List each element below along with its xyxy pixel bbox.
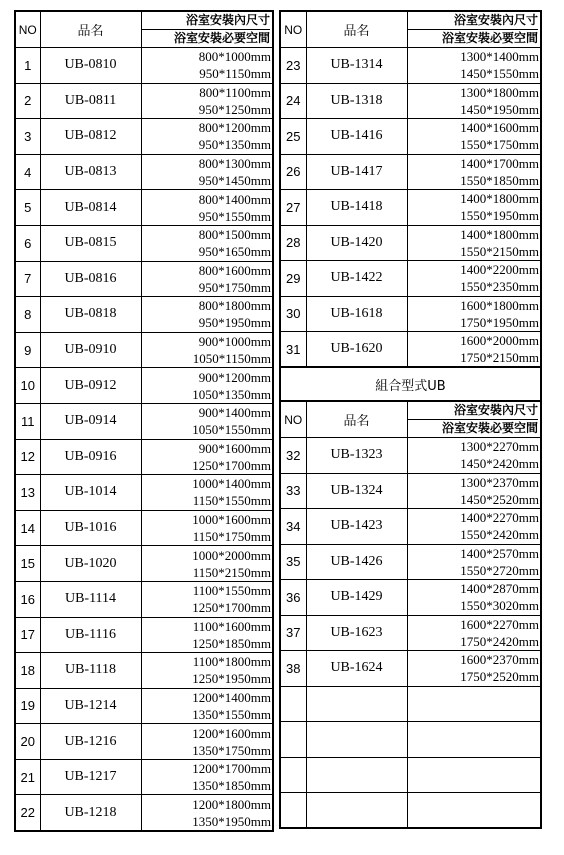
row-name: UB-1323 — [306, 438, 407, 474]
row-size — [141, 581, 273, 617]
table-row — [15, 83, 273, 119]
empty-cell — [306, 757, 407, 793]
row-size — [407, 473, 541, 509]
row-size-space: 950*1350mm — [198, 137, 271, 153]
row-size-space: 1450*2420mm — [460, 456, 539, 472]
row-no: 16 — [15, 581, 40, 617]
row-size — [141, 795, 273, 831]
row-size-inner: 1600*2270mm — [460, 616, 539, 632]
row-name: UB-0810 — [40, 48, 141, 84]
row-size-space: 1550*2350mm — [460, 279, 539, 295]
row-size-inner: 1400*1800mm — [460, 191, 539, 207]
row-no: 5 — [15, 190, 40, 226]
row-no: 38 — [280, 651, 306, 687]
row-name: UB-0813 — [40, 154, 141, 190]
row-size-space: 1450*1550mm — [460, 66, 539, 82]
row-size-inner: 1400*2870mm — [460, 581, 539, 597]
row-name: UB-1318 — [306, 83, 407, 119]
table-row — [15, 403, 273, 439]
row-size-space: 950*1950mm — [198, 315, 271, 331]
table-body-right — [280, 48, 541, 368]
row-size — [407, 296, 541, 332]
row-no: 13 — [15, 475, 40, 511]
row-name: UB-1623 — [306, 615, 407, 651]
table-row — [280, 332, 541, 368]
table-row — [15, 653, 273, 689]
row-size-inner: 800*1200mm — [198, 120, 271, 136]
row-name: UB-1618 — [306, 296, 407, 332]
row-size — [407, 225, 541, 261]
row-size-space: 1450*1950mm — [460, 101, 539, 117]
section-title-row — [280, 367, 541, 401]
row-no: 22 — [15, 795, 40, 831]
row-size-inner: 1200*1700mm — [192, 761, 271, 777]
header-no-2: NO — [280, 401, 306, 438]
header-row-2 — [280, 401, 541, 438]
row-name: UB-1114 — [40, 581, 141, 617]
row-size-space: 1550*1750mm — [460, 137, 539, 153]
row-size — [407, 438, 541, 474]
row-no: 34 — [280, 509, 306, 545]
row-size-space: 950*1750mm — [198, 279, 271, 295]
row-no: 28 — [280, 225, 306, 261]
row-size — [141, 48, 273, 84]
header-size-inner: 浴室安裝內尺寸 — [185, 13, 270, 27]
row-no: 21 — [15, 759, 40, 795]
row-size — [141, 297, 273, 333]
table-row — [15, 688, 273, 724]
empty-row — [280, 793, 541, 829]
row-size-inner: 1400*1800mm — [460, 226, 539, 242]
table-row — [15, 48, 273, 84]
section-title-body — [280, 367, 541, 438]
row-size-inner: 800*1400mm — [198, 191, 271, 207]
row-size-space: 1350*1550mm — [192, 706, 271, 722]
row-size — [407, 651, 541, 687]
size-table-left — [14, 10, 274, 832]
table-row — [15, 546, 273, 582]
row-size-space: 1450*2520mm — [460, 491, 539, 507]
row-size — [407, 544, 541, 580]
empty-cell — [407, 722, 541, 758]
row-name: UB-0816 — [40, 261, 141, 297]
row-size-space: 1350*1750mm — [192, 742, 271, 758]
section-title: 組合型式UB — [280, 367, 541, 401]
row-size-inner: 1600*2370mm — [460, 652, 539, 668]
row-size-space: 1550*1950mm — [460, 208, 539, 224]
header-size-inner-2: 浴室安裝內尺寸 — [453, 403, 538, 417]
row-name: UB-1429 — [306, 580, 407, 616]
empty-cell — [306, 722, 407, 758]
row-no: 17 — [15, 617, 40, 653]
table-row — [15, 225, 273, 261]
row-name: UB-0910 — [40, 332, 141, 368]
row-size-inner: 1200*1800mm — [192, 796, 271, 812]
row-name: UB-0912 — [40, 368, 141, 404]
row-size-space: 1150*1550mm — [192, 493, 271, 509]
row-size-inner: 800*1500mm — [198, 227, 271, 243]
row-name: UB-1420 — [306, 225, 407, 261]
row-size-inner: 1100*1550mm — [192, 583, 271, 599]
row-name: UB-1314 — [306, 48, 407, 84]
row-size-inner: 1200*1600mm — [192, 725, 271, 741]
table-row — [280, 154, 541, 190]
row-size-inner: 1600*2000mm — [460, 333, 539, 348]
row-size-space: 1350*1950mm — [192, 813, 271, 829]
row-size-space: 1050*1550mm — [192, 422, 271, 438]
row-size — [141, 119, 273, 155]
row-name: UB-1014 — [40, 475, 141, 511]
row-size-inner: 1400*2270mm — [460, 510, 539, 526]
empty-cell — [407, 757, 541, 793]
row-no: 12 — [15, 439, 40, 475]
row-size-space: 950*1450mm — [198, 173, 271, 189]
empty-row — [280, 686, 541, 722]
empty-cell — [407, 793, 541, 829]
row-no: 9 — [15, 332, 40, 368]
row-size — [141, 724, 273, 760]
row-size — [407, 261, 541, 297]
row-size — [141, 332, 273, 368]
row-size — [141, 439, 273, 475]
row-size-inner: 900*1600mm — [198, 440, 271, 456]
row-no: 3 — [15, 119, 40, 155]
size-table-right — [279, 10, 542, 829]
table-row — [15, 190, 273, 226]
header-name-2: 品名 — [306, 401, 407, 438]
header-size-space-2: 浴室安裝必要空間 — [408, 419, 539, 437]
row-size — [141, 190, 273, 226]
row-no: 31 — [280, 332, 306, 368]
row-name: UB-0916 — [40, 439, 141, 475]
row-size-space: 1750*2150mm — [460, 350, 539, 365]
row-no: 15 — [15, 546, 40, 582]
row-no: 11 — [15, 403, 40, 439]
row-name: UB-0815 — [40, 225, 141, 261]
empty-row — [280, 722, 541, 758]
table-row — [15, 724, 273, 760]
row-size-inner: 1200*1400mm — [192, 689, 271, 705]
empty-cell — [407, 686, 541, 722]
row-size-space: 1050*1350mm — [192, 386, 271, 402]
table-row — [280, 48, 541, 84]
row-size — [407, 83, 541, 119]
row-size-space: 1050*1150mm — [192, 351, 271, 367]
empty-cell — [306, 686, 407, 722]
header-size-2 — [407, 401, 541, 438]
header-size-inner: 浴室安裝內尺寸 — [453, 13, 538, 27]
row-size — [141, 83, 273, 119]
table-row — [280, 261, 541, 297]
row-size-inner: 1300*2270mm — [460, 439, 539, 455]
row-no: 19 — [15, 688, 40, 724]
row-no: 2 — [15, 83, 40, 119]
table-row — [15, 510, 273, 546]
row-name: UB-0811 — [40, 83, 141, 119]
table-row — [280, 225, 541, 261]
empty-cell — [280, 686, 306, 722]
row-no: 24 — [280, 83, 306, 119]
row-size-space: 950*1550mm — [198, 208, 271, 224]
row-size-space: 950*1650mm — [198, 244, 271, 260]
empty-cell — [280, 722, 306, 758]
row-name: UB-1218 — [40, 795, 141, 831]
row-size — [141, 617, 273, 653]
table-row — [280, 83, 541, 119]
row-size-inner: 1100*1600mm — [192, 618, 271, 634]
row-name: UB-1416 — [306, 119, 407, 155]
row-size-inner: 1400*2570mm — [460, 545, 539, 561]
row-size — [141, 225, 273, 261]
row-size — [407, 119, 541, 155]
header-size — [407, 11, 541, 48]
row-name: UB-1116 — [40, 617, 141, 653]
row-name: UB-1624 — [306, 651, 407, 687]
row-no: 27 — [280, 190, 306, 226]
table-row — [280, 119, 541, 155]
row-no: 7 — [15, 261, 40, 297]
row-size-space: 1550*2150mm — [460, 243, 539, 259]
table-row — [15, 617, 273, 653]
row-size-inner: 800*1600mm — [198, 262, 271, 278]
row-name: UB-1417 — [306, 154, 407, 190]
row-size — [141, 688, 273, 724]
row-no: 29 — [280, 261, 306, 297]
row-no: 1 — [15, 48, 40, 84]
row-name: UB-1217 — [40, 759, 141, 795]
row-name: UB-1620 — [306, 332, 407, 368]
row-no: 23 — [280, 48, 306, 84]
row-size — [407, 48, 541, 84]
row-size-inner: 900*1200mm — [198, 369, 271, 385]
row-size-inner: 1300*1800mm — [460, 84, 539, 100]
row-size-space: 950*1250mm — [198, 101, 271, 117]
row-name: UB-1016 — [40, 510, 141, 546]
table-row — [15, 759, 273, 795]
row-no: 18 — [15, 653, 40, 689]
row-size-inner: 1400*1600mm — [460, 120, 539, 136]
header-row — [280, 11, 541, 48]
table-row — [15, 332, 273, 368]
table-row — [15, 581, 273, 617]
row-size-inner: 1400*1700mm — [460, 155, 539, 171]
row-size — [141, 759, 273, 795]
row-size-inner: 1300*1400mm — [460, 49, 539, 65]
row-size-space: 1550*3020mm — [460, 598, 539, 614]
row-size — [141, 368, 273, 404]
row-no: 10 — [15, 368, 40, 404]
row-name: UB-0914 — [40, 403, 141, 439]
row-size-inner: 1000*1400mm — [192, 476, 271, 492]
row-size — [141, 261, 273, 297]
table-row — [280, 190, 541, 226]
row-size-space: 1750*1950mm — [460, 314, 539, 330]
row-size — [407, 154, 541, 190]
table-row — [15, 439, 273, 475]
row-size — [141, 546, 273, 582]
row-size-space: 1150*1750mm — [192, 529, 271, 545]
table-row — [280, 296, 541, 332]
row-no: 30 — [280, 296, 306, 332]
row-size-inner: 1000*2000mm — [192, 547, 271, 563]
row-size-space: 1250*1850mm — [192, 635, 271, 651]
row-size — [141, 475, 273, 511]
row-size — [141, 653, 273, 689]
empty-cell — [306, 793, 407, 829]
table-row — [15, 261, 273, 297]
row-no: 8 — [15, 297, 40, 333]
row-size-space: 1250*1700mm — [192, 457, 271, 473]
table-row — [15, 154, 273, 190]
row-name: UB-0812 — [40, 119, 141, 155]
empty-cell — [280, 793, 306, 829]
row-name: UB-1423 — [306, 509, 407, 545]
row-name: UB-1020 — [40, 546, 141, 582]
row-size — [407, 190, 541, 226]
header-no: NO — [15, 11, 40, 48]
empty-row — [280, 757, 541, 793]
row-name: UB-0814 — [40, 190, 141, 226]
table-row — [15, 297, 273, 333]
row-size-space: 1750*2420mm — [460, 633, 539, 649]
row-no: 6 — [15, 225, 40, 261]
header-name: 品名 — [40, 11, 141, 48]
row-size-inner: 1400*2200mm — [460, 262, 539, 278]
row-no: 25 — [280, 119, 306, 155]
row-size-inner: 1300*2370mm — [460, 474, 539, 490]
row-size-space: 1550*2720mm — [460, 562, 539, 578]
row-size-space: 1550*1850mm — [460, 172, 539, 188]
row-size — [407, 615, 541, 651]
table-row — [15, 795, 273, 831]
row-size — [141, 154, 273, 190]
empty-cell — [280, 757, 306, 793]
row-name: UB-1324 — [306, 473, 407, 509]
row-no: 35 — [280, 544, 306, 580]
table-row — [280, 580, 541, 616]
row-size-space: 1250*1950mm — [192, 671, 271, 687]
row-no: 32 — [280, 438, 306, 474]
row-size-inner: 800*1000mm — [198, 49, 271, 65]
row-name: UB-1216 — [40, 724, 141, 760]
table-row — [280, 509, 541, 545]
table-row — [280, 544, 541, 580]
row-no: 20 — [15, 724, 40, 760]
row-name: UB-1118 — [40, 653, 141, 689]
header-name: 品名 — [306, 11, 407, 48]
row-no: 36 — [280, 580, 306, 616]
row-no: 33 — [280, 473, 306, 509]
row-size-inner: 800*1300mm — [198, 156, 271, 172]
table-body-left — [15, 48, 273, 831]
header-size-space: 浴室安裝必要空間 — [408, 29, 539, 47]
row-no: 37 — [280, 615, 306, 651]
row-size-inner: 900*1400mm — [198, 405, 271, 421]
row-size — [407, 509, 541, 545]
header-size — [141, 11, 273, 48]
row-size-inner: 800*1800mm — [198, 298, 271, 314]
row-size — [141, 510, 273, 546]
row-size — [407, 580, 541, 616]
table-row — [280, 615, 541, 651]
table-row — [280, 651, 541, 687]
row-size-inner: 900*1000mm — [198, 334, 271, 350]
header-size-space: 浴室安裝必要空間 — [142, 29, 271, 47]
row-size-inner: 800*1100mm — [199, 84, 271, 100]
row-size — [407, 332, 541, 368]
row-size-space: 950*1150mm — [199, 66, 271, 82]
row-size-inner: 1000*1600mm — [192, 512, 271, 528]
row-name: UB-1426 — [306, 544, 407, 580]
row-name: UB-1422 — [306, 261, 407, 297]
row-size-inner: 1100*1800mm — [192, 654, 271, 670]
row-size — [141, 403, 273, 439]
table-row — [280, 473, 541, 509]
row-name: UB-0818 — [40, 297, 141, 333]
row-size-inner: 1600*1800mm — [460, 297, 539, 313]
row-size-space: 1250*1700mm — [192, 600, 271, 616]
table-row — [15, 475, 273, 511]
row-size-space: 1750*2520mm — [460, 669, 539, 685]
row-size-space: 1550*2420mm — [460, 527, 539, 543]
row-size-space: 1350*1850mm — [192, 778, 271, 794]
table-row — [280, 438, 541, 474]
header-no: NO — [280, 11, 306, 48]
row-name: UB-1418 — [306, 190, 407, 226]
table-row — [15, 368, 273, 404]
row-no: 4 — [15, 154, 40, 190]
row-name: UB-1214 — [40, 688, 141, 724]
table-body-right-2 — [280, 438, 541, 829]
header-row — [15, 11, 273, 48]
table-row — [15, 119, 273, 155]
row-no: 14 — [15, 510, 40, 546]
row-no: 26 — [280, 154, 306, 190]
row-size-space: 1150*2150mm — [192, 564, 271, 580]
